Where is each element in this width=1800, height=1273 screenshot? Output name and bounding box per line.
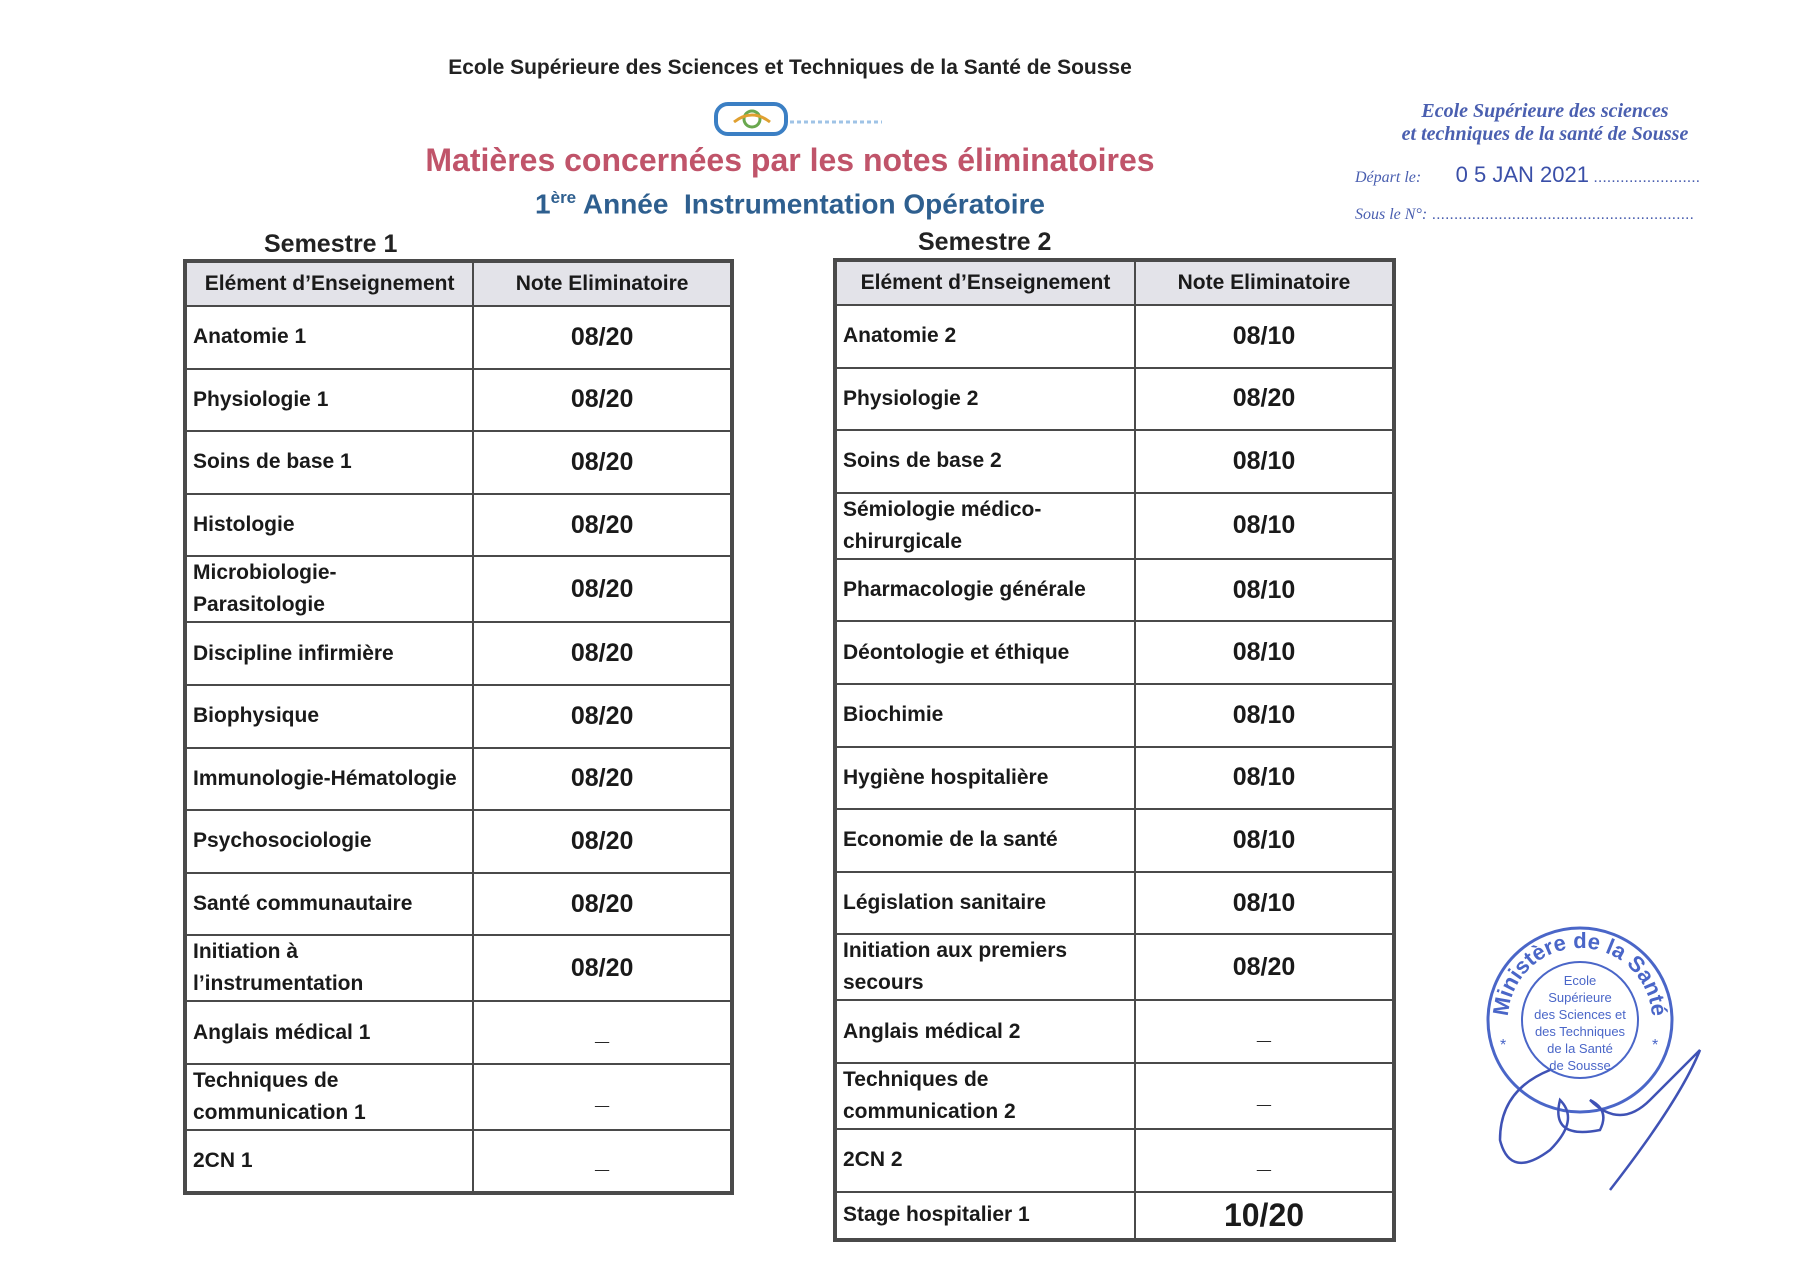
- stamp-center-line: Ecole: [1563, 973, 1597, 988]
- subject-name: Initiation aux premiers secours: [835, 934, 1135, 1000]
- sous-line: Sous le N°: ...........................................................: [1355, 206, 1694, 223]
- table-row: [835, 747, 1394, 810]
- subject-name: Techniques de communication 1: [185, 1064, 473, 1130]
- school-name: Ecole Supérieure des Sciences et Techniques de la Santé de Sousse: [448, 56, 1132, 79]
- stamp-line-1: Ecole Supérieure des sciences: [1421, 100, 1669, 122]
- eliminatory-note: 08/10: [1135, 493, 1394, 559]
- eliminatory-note: 08/10: [1135, 559, 1394, 622]
- table-row: [835, 1192, 1394, 1240]
- eliminatory-note: 08/20: [473, 622, 732, 685]
- subject-name: Psychosociologie: [185, 810, 473, 873]
- subject-name: Législation sanitaire: [835, 872, 1135, 935]
- eliminatory-note: 08/20: [473, 494, 732, 557]
- stamp-center-line: des Techniques: [1534, 1024, 1626, 1039]
- subject-name: 2CN 2: [835, 1129, 1135, 1192]
- eliminatory-note: 08/20: [473, 810, 732, 873]
- eliminatory-note: 08/20: [473, 873, 732, 936]
- semester-1-label: Semestre 1: [264, 230, 398, 258]
- table-row: [185, 1064, 732, 1130]
- table-row: [185, 369, 732, 432]
- eliminatory-note: 08/20: [473, 685, 732, 748]
- semester-1-table: [183, 259, 734, 1195]
- subject-name: Biophysique: [185, 685, 473, 748]
- stamp-center-line: des Sciences et: [1534, 1007, 1626, 1022]
- document-title: Matières concernées par les notes éliminatoires: [425, 142, 1155, 178]
- stamp-center-line: Supérieure: [1548, 990, 1612, 1005]
- eliminatory-note: 08/10: [1135, 747, 1394, 810]
- table-row: [185, 810, 732, 873]
- subject-name: Anatomie 1: [185, 306, 473, 369]
- signature-icon: [1490, 1040, 1720, 1200]
- subject-name: Anglais médical 1: [185, 1001, 473, 1064]
- table-row: [185, 431, 732, 494]
- eliminatory-note: 08/10: [1135, 872, 1394, 935]
- eliminatory-note: 08/20: [1135, 934, 1394, 1000]
- subtitle-program: Année Instrumentation Opératoire: [576, 188, 1045, 220]
- eliminatory-note: 08/20: [1135, 368, 1394, 431]
- table-row: [185, 873, 732, 936]
- subject-name: Soins de base 2: [835, 430, 1135, 493]
- column-header-note: Note Eliminatoire: [473, 261, 732, 306]
- table-row: [185, 685, 732, 748]
- subject-name: Histologie: [185, 494, 473, 557]
- subject-name: Pharmacologie générale: [835, 559, 1135, 622]
- column-header-element: Elément d’Enseignement: [185, 261, 473, 306]
- eliminatory-note: _: [1135, 1000, 1394, 1063]
- eliminatory-note: 08/20: [473, 431, 732, 494]
- subject-name: Discipline infirmière: [185, 622, 473, 685]
- table-row: [835, 1129, 1394, 1192]
- subtitle-year: 1: [535, 188, 551, 220]
- eliminatory-note: _: [473, 1130, 732, 1193]
- eliminatory-note: 08/10: [1135, 621, 1394, 684]
- semester-2-table: [833, 258, 1396, 1242]
- subject-name: Initiation à l’instrumentation: [185, 935, 473, 1001]
- eliminatory-note: 08/10: [1135, 809, 1394, 872]
- svg-text:*: *: [1652, 1037, 1659, 1054]
- table-row: [185, 306, 732, 369]
- table-row: [185, 1130, 732, 1193]
- subject-name: Physiologie 1: [185, 369, 473, 432]
- subject-name: Economie de la santé: [835, 809, 1135, 872]
- subject-name: Physiologie 2: [835, 368, 1135, 431]
- column-header-note: Note Eliminatoire: [1135, 260, 1394, 305]
- school-logo: [712, 100, 892, 140]
- eliminatory-note: 08/20: [473, 935, 732, 1001]
- column-header-element: Elément d’Enseignement: [835, 260, 1135, 305]
- subject-name: Anatomie 2: [835, 305, 1135, 368]
- subject-name: Sémiologie médico-chirurgicale: [835, 493, 1135, 559]
- table-row: [835, 368, 1394, 431]
- table-row: [185, 622, 732, 685]
- table-row: [185, 556, 732, 622]
- table-row: [185, 1001, 732, 1064]
- subject-name: Biochimie: [835, 684, 1135, 747]
- subtitle-ordinal: ère: [550, 188, 577, 207]
- table-row: [185, 494, 732, 557]
- table-row: [835, 684, 1394, 747]
- subject-name: Microbiologie-Parasitologie: [185, 556, 473, 622]
- table-row: [835, 559, 1394, 622]
- eliminatory-note: _: [473, 1001, 732, 1064]
- eliminatory-note: _: [473, 1064, 732, 1130]
- stamp-ring-text: Ministère de la Santé: [1487, 927, 1673, 1018]
- sous-label: Sous le N°:: [1355, 206, 1428, 223]
- subject-name: Hygiène hospitalière: [835, 747, 1135, 810]
- depart-label: Départ le:: [1355, 169, 1422, 186]
- depart-stamp: [1355, 100, 1735, 224]
- eliminatory-note: 08/20: [473, 556, 732, 622]
- eliminatory-note: 10/20: [1135, 1192, 1394, 1240]
- semester-2-label: Semestre 2: [918, 228, 1052, 256]
- eliminatory-note: 08/20: [473, 369, 732, 432]
- table-row: [835, 934, 1394, 1000]
- subject-name: 2CN 1: [185, 1130, 473, 1193]
- eliminatory-note: _: [1135, 1129, 1394, 1192]
- table-row: [835, 809, 1394, 872]
- eliminatory-note: _: [1135, 1063, 1394, 1129]
- subject-name: Immunologie-Hématologie: [185, 748, 473, 811]
- table-row: [835, 430, 1394, 493]
- eliminatory-note: 08/20: [473, 748, 732, 811]
- subject-name: Anglais médical 2: [835, 1000, 1135, 1063]
- subject-name: Santé communautaire: [185, 873, 473, 936]
- table-row: [185, 935, 732, 1001]
- stamp-line-2: et techniques de la santé de Sousse: [1401, 123, 1689, 145]
- depart-date: 0 5 JAN 2021: [1455, 162, 1589, 187]
- table-row: [835, 1000, 1394, 1063]
- table-row: [835, 872, 1394, 935]
- eliminatory-note: 08/10: [1135, 684, 1394, 747]
- stamp-center-line: de Sousse: [1549, 1058, 1611, 1073]
- table-row: [835, 1063, 1394, 1129]
- eliminatory-note: 08/10: [1135, 305, 1394, 368]
- stamp-center-line: de la Santé: [1547, 1041, 1613, 1056]
- subject-name: Soins de base 1: [185, 431, 473, 494]
- table-row: [185, 748, 732, 811]
- subject-name: Déontologie et éthique: [835, 621, 1135, 684]
- table-row: [835, 621, 1394, 684]
- table-row: [835, 305, 1394, 368]
- svg-text:*: *: [1500, 1037, 1507, 1054]
- eliminatory-note: 08/10: [1135, 430, 1394, 493]
- document-subtitle: [0, 188, 1580, 220]
- eliminatory-note: 08/20: [473, 306, 732, 369]
- subject-name: Stage hospitalier 1: [835, 1192, 1135, 1240]
- table-row: [835, 493, 1394, 559]
- subject-name: Techniques de communication 2: [835, 1063, 1135, 1129]
- depart-line: Départ le: 0 5 JAN 2021 ........................: [1355, 162, 1701, 187]
